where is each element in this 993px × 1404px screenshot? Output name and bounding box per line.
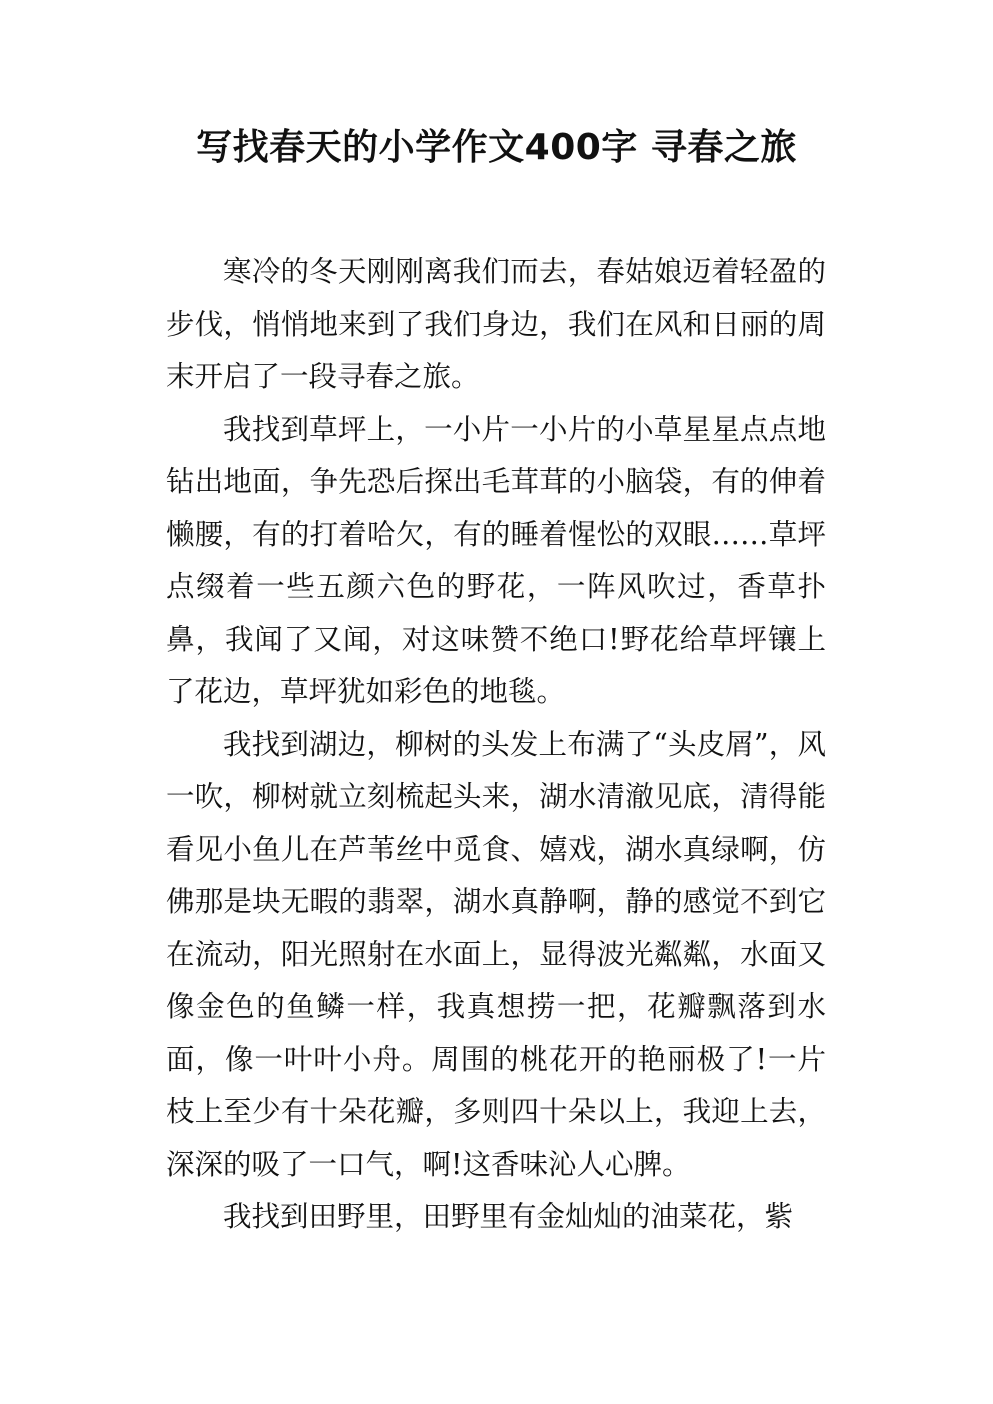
paragraph: 寒冷的冬天刚刚离我们而去，春姑娘迈着轻盈的步伐，悄悄地来到了我们身边，我们在风和日丽的周末开启了一段寻春之旅。 [166, 255, 826, 393]
paragraph: 我找到田野里，田野里有金灿灿的油菜花，紫 [223, 1200, 794, 1233]
paragraph: 我找到湖边，柳树的头发上布满了“头皮屑”，风一吹，柳树就立刻梳起头来，湖水清澈见底，清得能看见小鱼儿在芦苇丝中觅食、嬉戏，湖水真绿啊，仿佛那是块无暇的翡翠，湖水真静啊，静的感觉不到它在流动，阳光照射在水面上，显得波光粼粼，水面又像金色的鱼鳞一样，我真想捞一把，花瓣飘落到水面，像一叶叶小舟。周围的桃花开的艳丽极了!一片枝上至少有十朵花瓣，多则四十朵以上，我迎上去，深深的吸了一口气，啊!这香味沁人心脾。 [166, 727, 826, 1181]
document-title: 写找春天的小学作文400字 寻春之旅 [196, 127, 797, 168]
paragraph: 我找到草坪上，一小片一小片的小草星星点点地钻出地面，争先恐后探出毛茸茸的小脑袋，有的伸着懒腰，有的打着哈欠，有的睡着惺忪的双眼……草坪点缀着一些五颜六色的野花，一阵风吹过，香草扑鼻，我闻了又闻，对这味赞不绝口!野花给草坪镶上了花边，草坪犹如彩色的地毯。 [166, 412, 826, 708]
document-body [166, 246, 826, 1244]
